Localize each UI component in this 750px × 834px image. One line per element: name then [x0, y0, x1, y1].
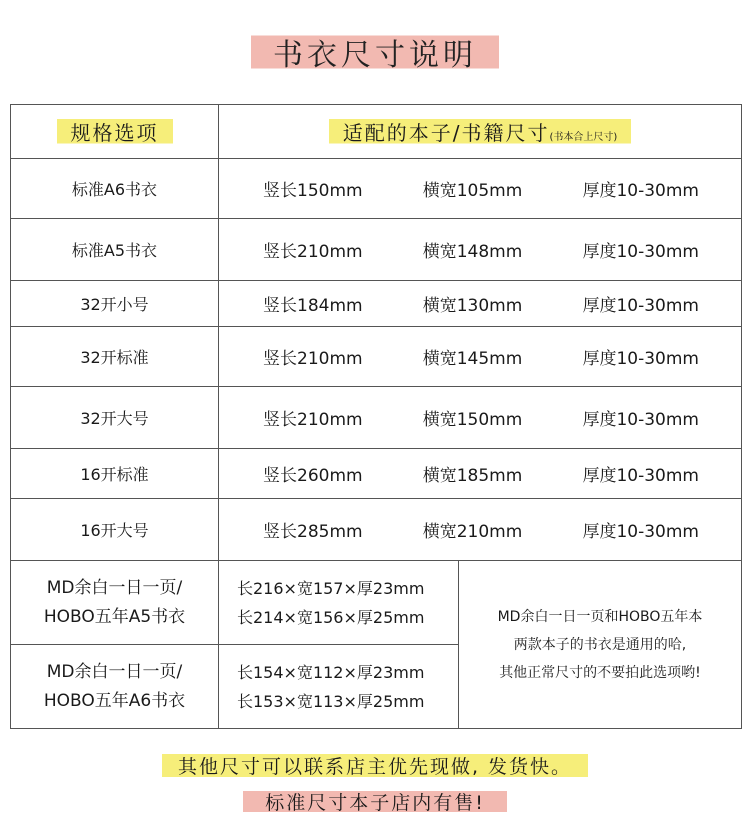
dims-cell [219, 159, 742, 219]
special-name-line2: HOBO五年A6书衣 [43, 690, 186, 711]
special-spec-name [11, 561, 219, 645]
header-spec-cell [11, 105, 219, 159]
dims-cell [219, 449, 742, 499]
width-value: 横宽150mm [422, 410, 523, 430]
header-spec-label: 规格选项 [57, 114, 173, 149]
dims-cell [219, 327, 742, 387]
width-value: 横宽105mm [422, 181, 523, 201]
thickness-value: 厚度10-30mm [582, 466, 699, 486]
footer-custom-note: 其他尺寸可以联系店主优先现做, 发货快。 [162, 749, 588, 782]
footer-stock-note: 标准尺寸本子店内有售! [243, 785, 507, 818]
special-dims-line1: 长216×宽157×厚23mm [237, 578, 425, 598]
header-fit-cell [219, 105, 742, 159]
special-dims-cell [219, 561, 459, 645]
width-value: 横宽145mm [422, 349, 523, 369]
special-name-line1: MD余白一日一页/ [46, 577, 183, 598]
length-value: 竖长150mm [263, 181, 363, 201]
spec-name: 32开大号 [11, 387, 219, 449]
spec-name: 32开标准 [11, 327, 219, 387]
table-header-row [11, 105, 742, 159]
special-note-cell [459, 561, 742, 729]
spec-name: 16开大号 [11, 499, 219, 561]
spec-name: 16开标准 [11, 449, 219, 499]
dims-cell [219, 219, 742, 281]
spec-name: 标准A6书衣 [11, 159, 219, 219]
thickness-value: 厚度10-30mm [582, 181, 699, 201]
table-row [11, 219, 742, 281]
width-value: 横宽130mm [422, 296, 523, 316]
thickness-value: 厚度10-30mm [582, 242, 699, 262]
special-name-line2: HOBO五年A5书衣 [43, 606, 186, 627]
header-fit-text: 适配的本子/书籍尺寸 [342, 121, 550, 145]
thickness-value: 厚度10-30mm [582, 349, 699, 369]
width-value: 横宽210mm [422, 522, 523, 542]
length-value: 竖长210mm [263, 349, 363, 369]
length-value: 竖长210mm [263, 242, 363, 262]
page-title: 书衣尺寸说明 [251, 26, 499, 78]
special-spec-name [11, 645, 219, 729]
width-value: 横宽185mm [422, 466, 523, 486]
special-row [11, 561, 742, 645]
spec-name: 32开小号 [11, 281, 219, 327]
spec-name: 标准A5书衣 [11, 219, 219, 281]
special-note-line2: 两款本子的书衣是通用的哈, [513, 636, 687, 653]
table-row [11, 499, 742, 561]
title-area [0, 26, 750, 78]
table-row [11, 327, 742, 387]
size-table [10, 104, 742, 729]
special-dims-line2: 长214×宽156×厚25mm [237, 607, 425, 627]
dims-cell [219, 281, 742, 327]
table-row [11, 387, 742, 449]
table-row [11, 281, 742, 327]
length-value: 竖长285mm [263, 522, 363, 542]
special-dims-line1: 长154×宽112×厚23mm [237, 662, 425, 682]
thickness-value: 厚度10-30mm [582, 296, 699, 316]
thickness-value: 厚度10-30mm [582, 522, 699, 542]
header-fit-note: (书本合上尺寸) [549, 132, 618, 143]
footer-line1-area [0, 749, 750, 782]
special-name-line1: MD余白一日一页/ [46, 661, 183, 682]
table-row [11, 159, 742, 219]
thickness-value: 厚度10-30mm [582, 410, 699, 430]
length-value: 竖长210mm [263, 410, 363, 430]
header-fit-label [329, 114, 632, 149]
special-note-line1: MD余白一日一页和HOBO五年本 [497, 608, 703, 625]
table-row [11, 449, 742, 499]
length-value: 竖长184mm [263, 296, 363, 316]
width-value: 横宽148mm [422, 242, 523, 262]
special-dims-line2: 长153×宽113×厚25mm [237, 691, 425, 711]
special-dims-cell [219, 645, 459, 729]
dims-cell [219, 387, 742, 449]
length-value: 竖长260mm [263, 466, 363, 486]
dims-cell [219, 499, 742, 561]
special-note-line3: 其他正常尺寸的不要拍此选项哟! [499, 664, 701, 681]
footer-line2-area [0, 785, 750, 818]
